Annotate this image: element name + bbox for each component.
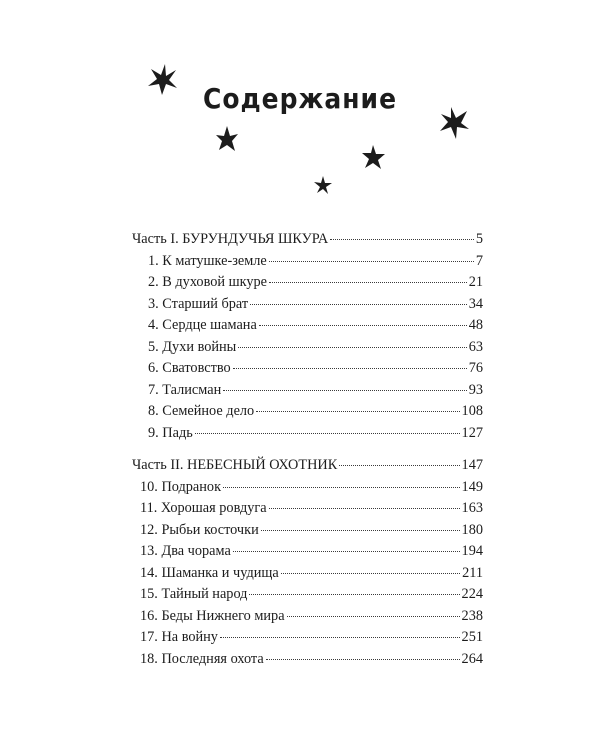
toc-chapter-entry[interactable] [132,584,483,606]
dot-leader [339,465,459,466]
star-icon [314,176,332,194]
dot-leader [223,390,466,391]
toc-chapter-entry[interactable] [132,251,483,273]
toc-chapter-label: 7. Талисман [148,381,222,398]
dot-leader [266,659,460,660]
dot-leader [269,282,467,283]
dot-leader [238,347,466,348]
toc-chapter-label: 4. Сердце шамана [148,317,257,333]
dot-leader [195,433,460,434]
toc-page-number: 264 [461,650,483,667]
toc-chapter-entry[interactable] [132,294,483,316]
toc-chapter-label: 16. Беды Нижнего мира [140,607,285,624]
toc-chapter-label: 5. Духи войны [148,338,237,355]
dot-leader [233,368,467,369]
toc-chapter-entry[interactable] [132,358,483,380]
toc-chapter-entry[interactable] [132,563,483,585]
dot-leader [281,573,460,574]
toc-page-number: 194 [461,543,483,559]
toc-page-number: 127 [461,424,483,441]
toc-chapter-entry[interactable] [132,315,483,337]
dot-leader [256,411,459,412]
toc-chapter-entry[interactable] [132,423,483,445]
toc-part-entry[interactable] [132,455,483,477]
toc-part-2 [132,455,483,670]
table-of-contents [132,229,483,670]
dot-leader [223,487,460,488]
toc-page-number: 224 [461,586,483,602]
toc-chapter-label: 18. Последняя охота [140,650,264,667]
toc-chapter-entry[interactable] [132,627,483,649]
toc-page-number: 21 [468,274,483,290]
toc-chapter-label: 17. На войну [140,629,218,645]
toc-page-number: 211 [462,564,483,581]
toc-page-number: 93 [468,381,483,398]
toc-chapter-label: 6. Сватовство [148,360,231,376]
star-icon [216,126,238,152]
toc-chapter-entry[interactable] [132,401,483,423]
toc-page-number: 108 [461,403,483,419]
toc-page-number: 34 [468,295,483,312]
toc-chapter-entry[interactable] [132,606,483,628]
toc-chapter-entry[interactable] [132,498,483,520]
toc-page-number: 7 [475,252,483,269]
page-title: Содержание [202,82,398,115]
toc-part-entry[interactable] [132,229,483,251]
dot-leader [250,304,467,305]
toc-chapter-entry[interactable] [132,272,483,294]
toc-page-number: 149 [461,478,483,495]
toc-chapter-label: 15. Тайный народ [140,586,248,602]
toc-page-number: 147 [461,457,483,473]
toc-page-number: 163 [461,500,483,516]
star-icon [362,145,386,169]
toc-chapter-label: 14. Шаманка и чудища [140,564,279,581]
toc-page-number: 48 [468,317,483,333]
dot-leader [259,325,467,326]
dot-leader [287,616,460,617]
toc-page-number: 180 [461,521,483,538]
toc-chapter-entry[interactable] [132,380,483,402]
dot-leader [249,594,459,595]
toc-chapter-entry[interactable] [132,541,483,563]
dot-leader [220,637,460,638]
toc-chapter-label: 1. К матушке-земле [148,252,267,269]
dot-leader [269,508,460,509]
dot-leader [330,239,474,240]
toc-page-number: 76 [468,360,483,376]
toc-chapter-label: 3. Старший брат [148,295,249,312]
toc-chapter-entry[interactable] [132,520,483,542]
toc-page-number: 238 [461,607,483,624]
toc-page-number: 251 [461,629,483,645]
toc-part-1 [132,229,483,444]
toc-page-number: 63 [468,338,483,355]
toc-chapter-label: 2. В духовой шкуре [148,274,268,290]
toc-chapter-entry[interactable] [132,337,483,359]
toc-part-label: Часть I. БУРУНДУЧЬЯ ШКУРА [132,231,329,247]
toc-chapter-label: 9. Падь [148,424,193,441]
dot-leader [269,261,474,262]
dot-leader [261,530,460,531]
toc-chapter-label: 8. Семейное дело [148,403,255,419]
toc-part-label: Часть II. НЕБЕСНЫЙ ОХОТНИК [132,457,338,473]
toc-chapter-label: 12. Рыбьи косточки [140,521,259,538]
dot-leader [233,551,460,552]
toc-chapter-label: 10. Подранок [140,478,222,495]
toc-chapter-label: 13. Два чорама [140,543,231,559]
toc-page-number: 5 [475,231,483,247]
toc-chapter-entry[interactable] [132,649,483,671]
toc-chapter-label: 11. Хорошая ровдуга [140,500,267,516]
toc-chapter-entry[interactable] [132,477,483,499]
